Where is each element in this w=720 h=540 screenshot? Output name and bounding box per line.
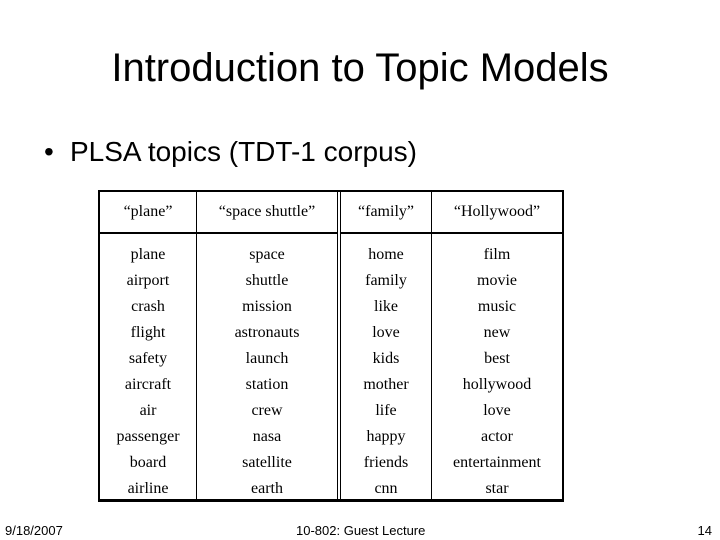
table-row [100,398,562,424]
bullet-text: PLSA topics (TDT-1 corpus) [70,136,418,167]
page-number: 14 [697,523,712,538]
table-cell: love [339,320,432,346]
table-cell: board [129,454,167,471]
table-row [100,450,562,476]
table-cell: friends [339,450,432,476]
table-cell: cnn [339,476,432,502]
table-row [100,476,562,502]
table-cell: movie [432,268,563,294]
table-cell: plane [130,246,166,263]
bullet-marker: • [44,136,54,167]
table-cell: shuttle [197,268,340,294]
topics-table [100,192,562,502]
table-cell: film [432,233,563,268]
table-cell: safety [128,350,168,367]
slide-title: Introduction to Topic Models [111,46,609,90]
table-cell: actor [432,424,563,450]
table-cell: mother [339,372,432,398]
table-cell: life [339,398,432,424]
table-cell: star [432,476,563,502]
table-cell: flight [130,324,166,341]
table-body [100,233,562,502]
table-cell: family [339,268,432,294]
table-row [100,346,562,372]
table-cell: space [197,233,340,268]
column-header: “space shuttle” [197,192,340,233]
table-cell: airport [126,272,170,289]
column-header: “family” [339,192,432,233]
table-cell: hollywood [432,372,563,398]
column-header: “Hollywood” [432,192,563,233]
table-row [100,320,562,346]
table-cell: launch [197,346,340,372]
topics-table-frame [98,190,564,502]
table-cell: kids [339,346,432,372]
table-cell: crash [131,298,165,315]
table-cell: best [432,346,563,372]
column-header: “plane” [100,192,197,233]
table-cell: air [139,402,157,419]
table-row [100,268,562,294]
table-row [100,372,562,398]
table-cell: astronauts [197,320,340,346]
table-cell: love [432,398,563,424]
table-cell: station [197,372,340,398]
footer-center-text: 10-802: Guest Lecture [296,523,426,538]
footer-date: 9/18/2007 [5,523,63,538]
table-cell: home [339,233,432,268]
table-cell: satellite [197,450,340,476]
table-cell: new [432,320,563,346]
table-cell: music [432,294,563,320]
table-cell: nasa [197,424,340,450]
table-header-row [100,192,562,233]
table-cell: crew [197,398,340,424]
table-cell: like [339,294,432,320]
table-row [100,233,562,268]
table-row [100,294,562,320]
bullet-item [44,134,417,170]
table-row [100,424,562,450]
table-cell: aircraft [124,376,172,393]
table-cell: passenger [116,428,180,445]
table-cell: happy [339,424,432,450]
table-cell: mission [197,294,340,320]
table-cell: airline [127,480,169,497]
table-cell: entertainment [432,450,563,476]
table-cell: earth [197,476,340,502]
